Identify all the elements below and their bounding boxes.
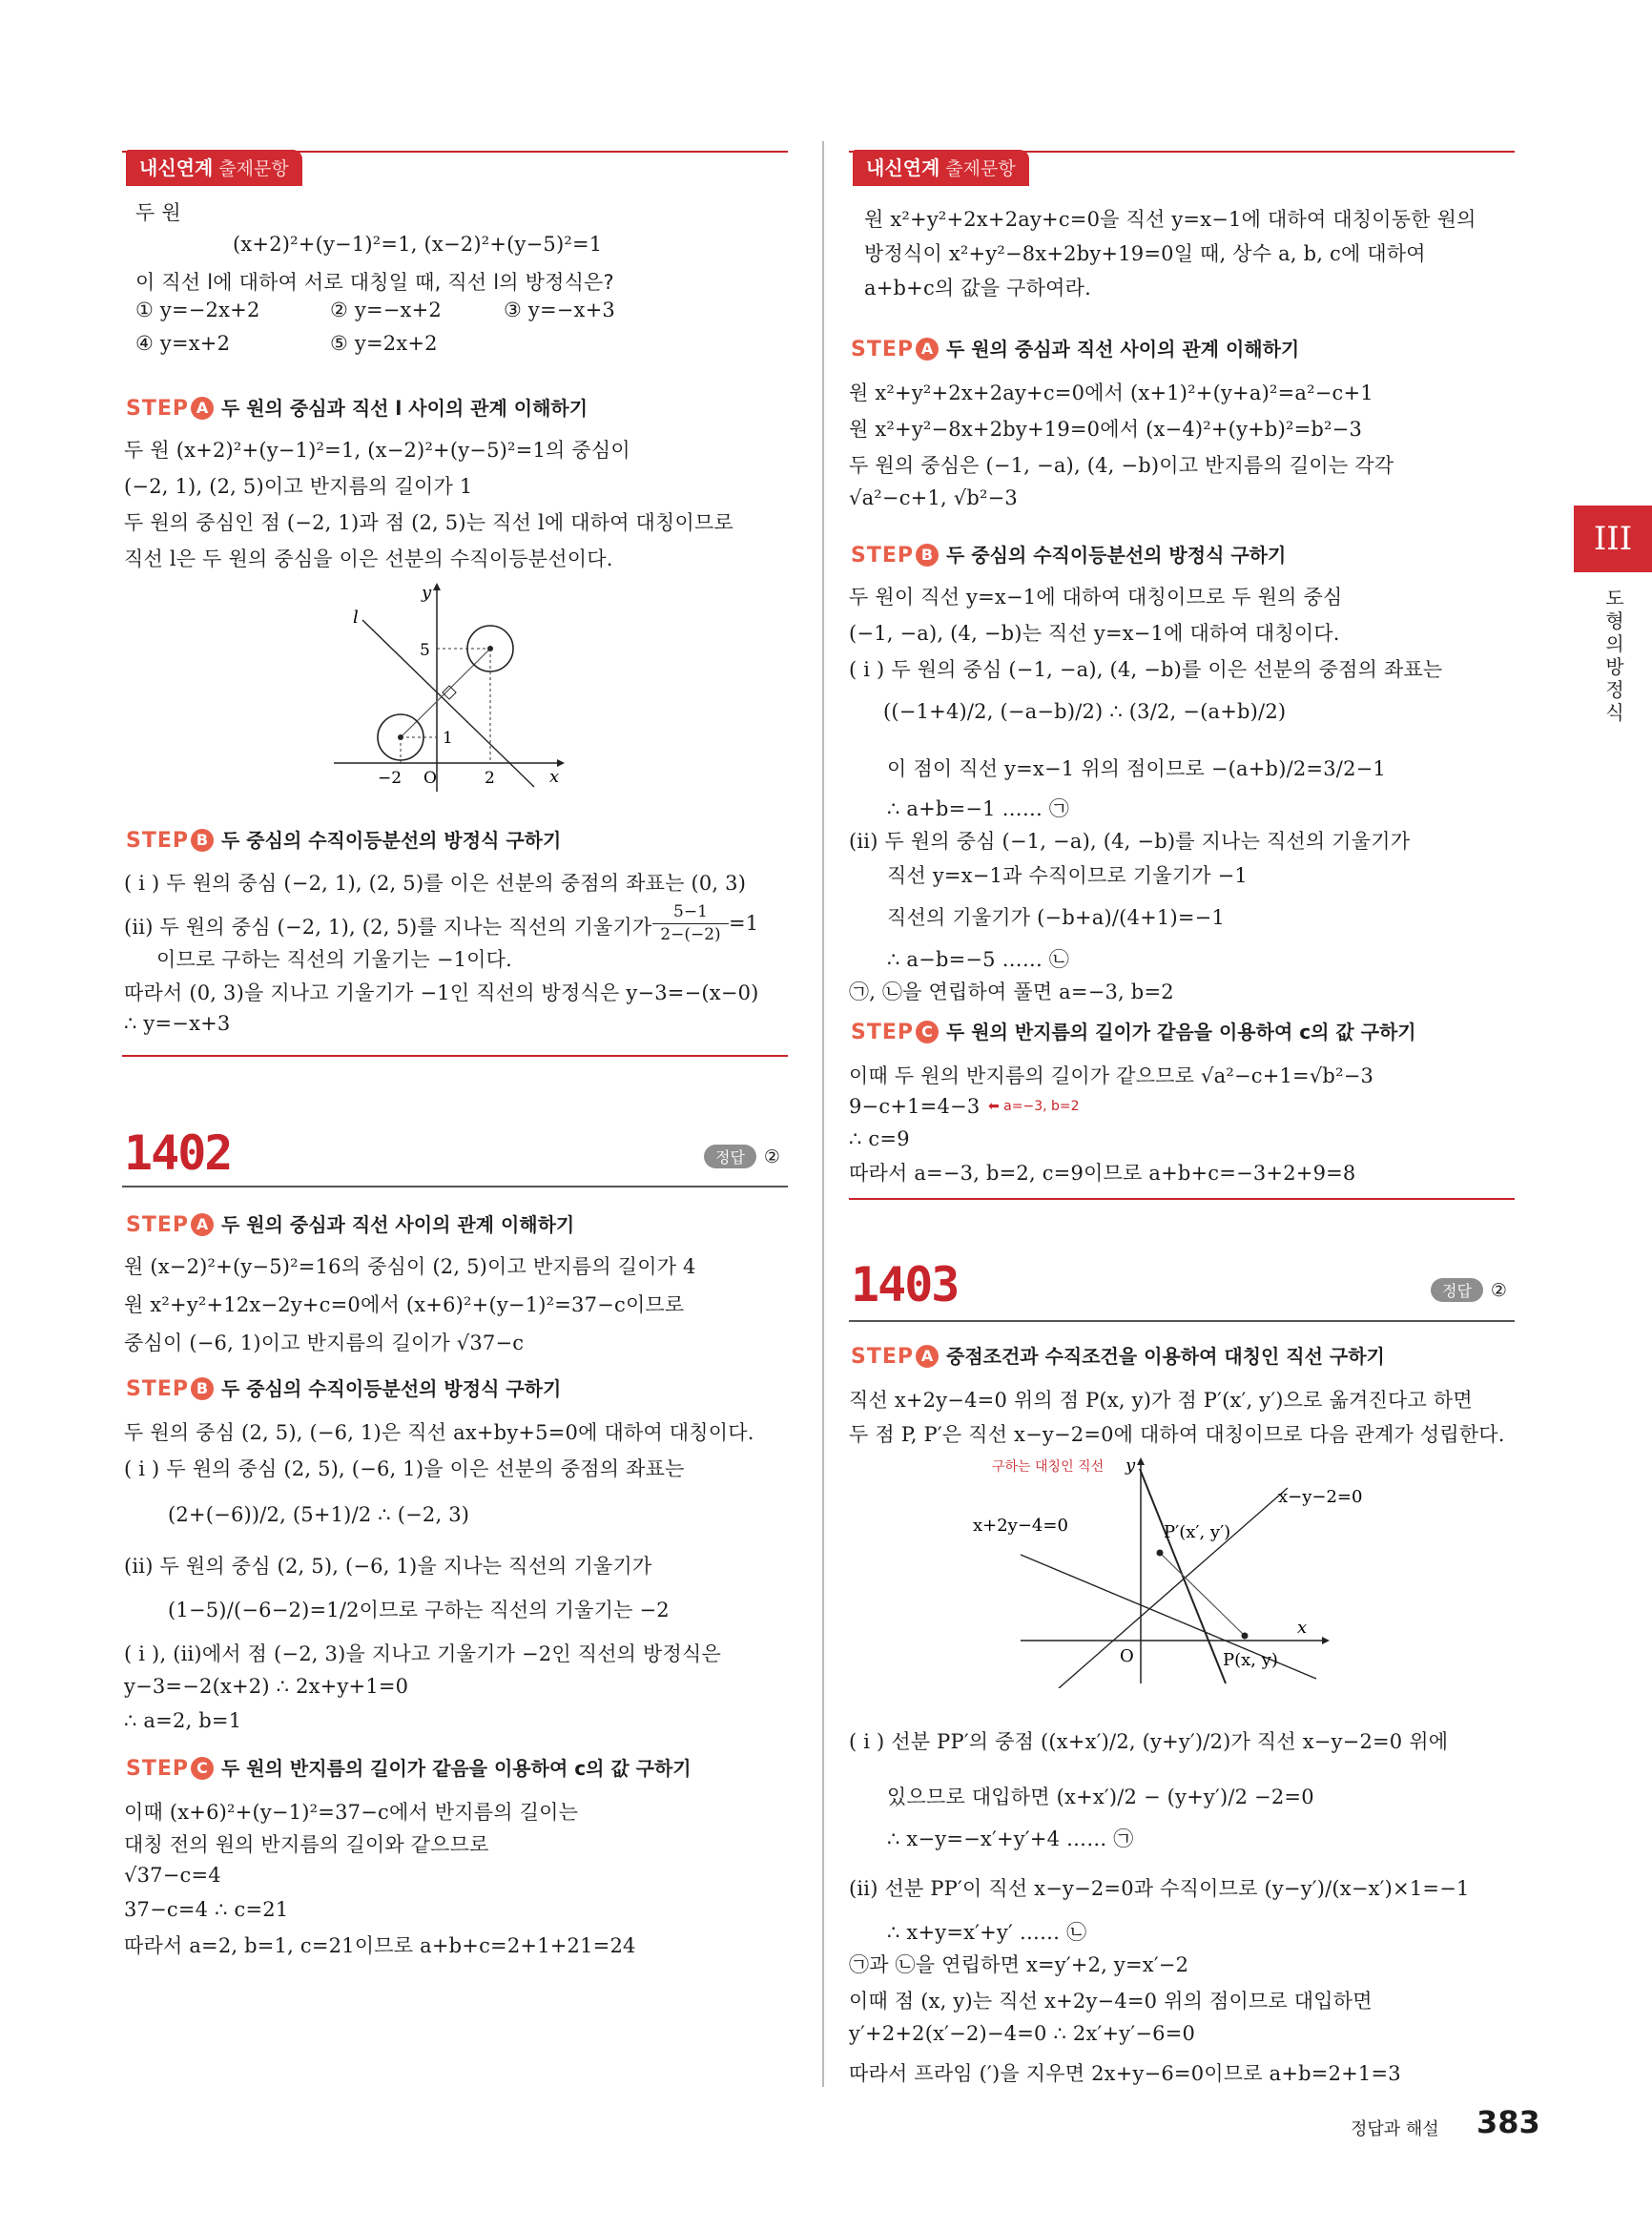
- box1-step-b-line-0: ( i ) 두 원의 중심 (−2, 1), (2, 5)를 이은 선분의 중점의 좌표는 (0, 3): [124, 872, 747, 895]
- answer-value-1402: ②: [763, 1146, 780, 1167]
- box1-tag-sub: 출제문항: [218, 158, 289, 179]
- box1-choice-4: ④ y=x+2: [135, 332, 231, 355]
- graph2-line2-label: x+2y−4=0: [973, 1516, 1068, 1536]
- graph2-pprime-label: P′(x′, y′): [1164, 1522, 1231, 1542]
- answer-value-1403: ②: [1490, 1280, 1507, 1301]
- p1402-step-b-line-6: y−3=−2(x+2) ∴ 2x+y+1=0: [124, 1675, 409, 1698]
- p1402-step-a-title: 두 원의 중심과 직선 사이의 관계 이해하기: [221, 1213, 575, 1236]
- box2-step-b-line-7: 직선 y=x−1과 수직이므로 기울기가 −1: [887, 864, 1248, 887]
- p1403-line-8: 따라서 프라임 (′)을 지우면 2x+y−6=0이므로 a+b=2+1=3: [849, 2062, 1401, 2085]
- box2-step-c-title: 두 원의 반지름의 길이가 같음을 이용하여 c의 값 구하기: [946, 1021, 1416, 1043]
- column-divider: [822, 141, 824, 2087]
- chapter-side-tab: III: [1574, 506, 1652, 572]
- box1-frac-num: 5−1: [673, 902, 708, 921]
- p1403-line-0: ( i ) 선분 PP′의 중점 ((x+x′)/2, (y+y′)/2)가 직선 x−y−2=0 위에: [849, 1730, 1449, 1753]
- p1402-step-b-line-5: ( i ), (ii)에서 점 (−2, 3)을 지나고 기울기가 −2인 직선의 방정식은: [124, 1642, 721, 1665]
- p1403-line-5: ㉠과 ㉡을 연립하면 x=y′+2, y=x′−2: [849, 1953, 1189, 1976]
- box2-step-b-line-10: ㉠, ㉡을 연립하여 풀면 a=−3, b=2: [849, 981, 1174, 1003]
- box1-frac-result: =1: [729, 912, 759, 935]
- graph1-origin: O: [423, 769, 437, 788]
- box2-step-a-heading: STEP A 두 원의 중심과 직선 사이의 관계 이해하기: [851, 338, 1300, 361]
- p1403-line-7: y′+2+2(x′−2)−4=0 ∴ 2x′+y′−6=0: [849, 2022, 1196, 2045]
- box2-step-a-line-2: 두 원의 중심은 (−1, −a), (4, −b)이고 반지름의 길이는 각각: [849, 454, 1394, 477]
- box2-step-b-line-6: (ii) 두 원의 중심 (−1, −a), (4, −b)를 지나는 직선의 기울기가: [849, 830, 1411, 853]
- box2-step-c-line-0: 이때 두 원의 반지름의 길이가 같으므로 √a²−c+1=√b²−3: [849, 1064, 1374, 1087]
- p1402-step-c-line-4: 따라서 a=2, b=1, c=21이므로 a+b+c=2+1+21=24: [124, 1934, 636, 1957]
- box1-line-1: (x+2)²+(y−1)²=1, (x−2)²+(y−5)²=1: [233, 233, 603, 256]
- box2-step-c-line-2: ∴ c=9: [849, 1127, 910, 1150]
- p1403-step-a-line-1: 두 점 P, P′은 직선 x−y−2=0에 대하여 대칭이므로 다음 관계가 성립한다.: [849, 1423, 1505, 1446]
- graph2-line1-label: x−y−2=0: [1278, 1487, 1363, 1507]
- p1402-step-a-heading: STEP A 두 원의 중심과 직선 사이의 관계 이해하기: [126, 1213, 575, 1237]
- chapter-side-text: 도형의 방정식: [1605, 587, 1624, 724]
- p1402-step-b-line-4: (1−5)/(−6−2)=1/2이므로 구하는 직선의 기울기는 −2: [168, 1599, 670, 1621]
- graph1-l-label: l: [353, 608, 359, 628]
- graph2-target-label: 구하는 대칭인 직선: [992, 1459, 1105, 1475]
- box2-step-b-line-0: 두 원이 직선 y=x−1에 대하여 대칭이므로 두 원의 중심: [849, 586, 1343, 609]
- p1403-line-1: 있으므로 대입하면 (x+x′)/2 − (y+y′)/2 −2=0: [887, 1786, 1314, 1808]
- graph2-origin: O: [1120, 1646, 1134, 1666]
- graph2-y-label: y: [1125, 1456, 1136, 1476]
- p1403-step-a-line-0: 직선 x+2y−4=0 위의 점 P(x, y)가 점 P′(x′, y′)으로 옮겨진다고 하면: [849, 1389, 1473, 1412]
- p1403-line-3: (ii) 선분 PP′이 직선 x−y−2=0과 수직이므로 (y−y′)/(x−x′)×1=−1: [849, 1877, 1470, 1900]
- p1403-step-a-title: 중점조건과 수직조건을 이용하여 대칭인 직선 구하기: [946, 1345, 1385, 1368]
- problem-number-1403: 1403: [851, 1257, 959, 1312]
- box2-step-a-line-1: 원 x²+y²−8x+2by+19=0에서 (x−4)²+(y+b)²=b²−3: [849, 418, 1363, 441]
- box1-choice-1: ① y=−2x+2: [135, 299, 260, 321]
- box2-step-b-line-4: 이 점이 직선 y=x−1 위의 점이므로 −(a+b)/2=3/2−1: [887, 757, 1386, 780]
- box1-step-b-heading: STEP B 두 중심의 수직이등분선의 방정식 구하기: [126, 829, 562, 853]
- box1-step-b-line-1: (ii) 두 원의 중심 (−2, 1), (2, 5)를 지나는 직선의 기울기가: [124, 916, 652, 939]
- p1402-step-b-line-7: ∴ a=2, b=1: [124, 1709, 242, 1732]
- box2-step-c-note: ⬅ a=−3, b=2: [988, 1099, 1080, 1114]
- box2-tag: [853, 150, 1029, 186]
- graph1-y-label: y: [422, 583, 432, 603]
- problem-number-1402: 1402: [124, 1125, 232, 1181]
- p1402-step-c-line-1: 대칭 전의 원의 반지름의 길이와 같으므로: [124, 1833, 489, 1856]
- p1403-line-4: ∴ x+y=x′+y′ …… ㉡: [887, 1921, 1087, 1944]
- box1-choice-3: ③ y=−x+3: [504, 299, 615, 321]
- box2-line-0: 원 x²+y²+2x+2ay+c=0을 직선 y=x−1에 대하여 대칭이동한 원의: [864, 208, 1476, 231]
- answer-1403: [1431, 1278, 1507, 1302]
- page-number: 383: [1476, 2104, 1540, 2140]
- answer-label-1403: 정답: [1431, 1278, 1483, 1302]
- box1-step-a-heading: STEP A 두 원의 중심과 직선 l 사이의 관계 이해하기: [126, 397, 589, 421]
- p1402-rule: [122, 1186, 788, 1187]
- p1403-line-6: 이때 점 (x, y)는 직선 x+2y−4=0 위의 점이므로 대입하면: [849, 1990, 1373, 2013]
- box1-step-a-line-3: 직선 l은 두 원의 중심을 이은 선분의 수직이등분선이다.: [124, 547, 613, 570]
- p1402-step-c-title: 두 원의 반지름의 길이가 같음을 이용하여 c의 값 구하기: [221, 1757, 692, 1780]
- box1-step-b-line-5: 이므로 구하는 직선의 기울기는 −1이다.: [156, 948, 513, 971]
- box2-step-a-title: 두 원의 중심과 직선 사이의 관계 이해하기: [946, 338, 1300, 361]
- box2-step-a-line-0: 원 x²+y²+2x+2ay+c=0에서 (x+1)²+(y+a)²=a²−c+1: [849, 382, 1373, 404]
- p1402-step-a-line-1: 원 x²+y²+12x−2y+c=0에서 (x+6)²+(y−1)²=37−c이므로: [124, 1293, 685, 1316]
- p1402-step-a-line-2: 중심이 (−6, 1)이고 반지름의 길이가 √37−c: [124, 1332, 525, 1354]
- footer-label: 정답과 해설: [1351, 2119, 1439, 2139]
- box2-step-c-line-3: 따라서 a=−3, b=2, c=9이므로 a+b+c=−3+2+9=8: [849, 1162, 1356, 1185]
- box1-frac-den: 2−(−2): [660, 925, 721, 944]
- box1-bottom-rule: [122, 1055, 788, 1057]
- p1402-step-c-line-2: √37−c=4: [124, 1864, 221, 1887]
- box1-line-2: 이 직선 l에 대하여 서로 대칭일 때, 직선 l의 방정식은?: [135, 271, 614, 294]
- box1-step-a-line-0: 두 원 (x+2)²+(y−1)²=1, (x−2)²+(y−5)²=1의 중심이: [124, 439, 630, 462]
- answer-1402: [704, 1145, 780, 1168]
- p1403-rule: [849, 1320, 1515, 1322]
- answer-label-1402: 정답: [704, 1145, 756, 1168]
- graph1-tick-5: 5: [420, 641, 430, 660]
- p1402-step-c-heading: STEP C 두 원의 반지름의 길이가 같음을 이용하여 c의 값 구하기: [126, 1757, 692, 1781]
- box2-step-c-heading: STEP C 두 원의 반지름의 길이가 같음을 이용하여 c의 값 구하기: [851, 1021, 1416, 1044]
- circles-symmetry-graph: [324, 577, 572, 796]
- box1-line-0: 두 원: [135, 201, 181, 224]
- graph1-x-label: x: [549, 767, 560, 787]
- box1-step-a-line-2: 두 원의 중심인 점 (−2, 1)과 점 (2, 5)는 직선 l에 대하여 대칭이므로: [124, 511, 733, 534]
- p1402-step-a-line-0: 원 (x−2)²+(y−5)²=16의 중심이 (2, 5)이고 반지름의 길이가 4: [124, 1255, 696, 1278]
- box2-step-b-line-1: (−1, −a), (4, −b)는 직선 y=x−1에 대하여 대칭이다.: [849, 622, 1340, 645]
- box2-step-b-line-9: ∴ a−b=−5 …… ㉡: [887, 948, 1070, 971]
- box1-step-a-title: 두 원의 중심과 직선 l 사이의 관계 이해하기: [221, 397, 589, 420]
- box2-bottom-rule: [849, 1198, 1515, 1200]
- p1403-step-a-heading: STEP A 중점조건과 수직조건을 이용하여 대칭인 직선 구하기: [851, 1345, 1385, 1369]
- box2-step-b-line-5: ∴ a+b=−1 …… ㉠: [887, 797, 1070, 820]
- box1-step-b-line-7: ∴ y=−x+3: [124, 1012, 231, 1035]
- p1402-step-b-title: 두 중심의 수직이등분선의 방정식 구하기: [221, 1377, 562, 1400]
- p1402-step-c-line-3: 37−c=4 ∴ c=21: [124, 1898, 289, 1921]
- p1402-step-b-line-3: (ii) 두 원의 중심 (2, 5), (−6, 1)을 지나는 직선의 기울기가: [124, 1555, 652, 1578]
- box1-choice-2: ② y=−x+2: [330, 299, 442, 321]
- graph2-p-label: P(x, y): [1223, 1650, 1278, 1670]
- p1402-step-c-line-0: 이때 (x+6)²+(y−1)²=37−c에서 반지름의 길이는: [124, 1801, 579, 1824]
- graph2-x-label: x: [1297, 1618, 1308, 1638]
- box2-step-b-line-3: ((−1+4)/2, (−a−b)/2) ∴ (3/2, −(a+b)/2): [883, 700, 1287, 723]
- box2-step-b-heading: STEP B 두 중심의 수직이등분선의 방정식 구하기: [851, 544, 1287, 568]
- box2-line-2: a+b+c의 값을 구하여라.: [864, 277, 1091, 299]
- p1402-step-b-heading: STEP B 두 중심의 수직이등분선의 방정식 구하기: [126, 1377, 562, 1401]
- box2-line-1: 방정식이 x²+y²−8x+2by+19=0일 때, 상수 a, b, c에 대하여: [864, 242, 1426, 265]
- p1403-line-2: ∴ x−y=−x′+y′+4 …… ㉠: [887, 1827, 1134, 1850]
- box1-step-b-title: 두 중심의 수직이등분선의 방정식 구하기: [221, 829, 562, 852]
- p1402-step-b-line-2: (2+(−6))/2, (5+1)/2 ∴ (−2, 3): [168, 1503, 470, 1526]
- box2-tag-sub: 출제문항: [945, 158, 1016, 179]
- graph1-tick-neg2: −2: [378, 769, 403, 788]
- box2-step-b-line-8: 직선의 기울기가 (−b+a)/(4+1)=−1: [887, 906, 1226, 929]
- p1402-step-b-line-1: ( i ) 두 원의 중심 (2, 5), (−6, 1)을 이은 선분의 중점의 좌표는: [124, 1457, 685, 1480]
- box1-frac-bar: [652, 923, 729, 924]
- box1-step-b-line-6: 따라서 (0, 3)을 지나고 기울기가 −1인 직선의 방정식은 y−3=−(x−0): [124, 981, 759, 1004]
- box2-step-b-line-2: ( i ) 두 원의 중심 (−1, −a), (4, −b)를 이은 선분의 중점의 좌표는: [849, 658, 1443, 681]
- reflection-line-graph: [963, 1450, 1421, 1688]
- box1-tag-main: 내신연계: [139, 156, 214, 179]
- graph1-tick-2: 2: [485, 769, 495, 788]
- box2-step-a-line-3: √a²−c+1, √b²−3: [849, 486, 1018, 509]
- box1-tag: [126, 150, 302, 186]
- p1402-step-b-line-0: 두 원의 중심 (2, 5), (−6, 1)은 직선 ax+by+5=0에 대하여 대칭이다.: [124, 1421, 754, 1444]
- box2-step-b-title: 두 중심의 수직이등분선의 방정식 구하기: [946, 544, 1287, 567]
- box1-step-a-line-1: (−2, 1), (2, 5)이고 반지름의 길이가 1: [124, 475, 473, 498]
- box2-step-c-line-1: 9−c+1=4−3: [849, 1095, 981, 1118]
- box1-choice-5: ⑤ y=2x+2: [330, 332, 438, 355]
- box2-tag-main: 내신연계: [866, 156, 940, 179]
- graph1-tick-1: 1: [443, 729, 453, 748]
